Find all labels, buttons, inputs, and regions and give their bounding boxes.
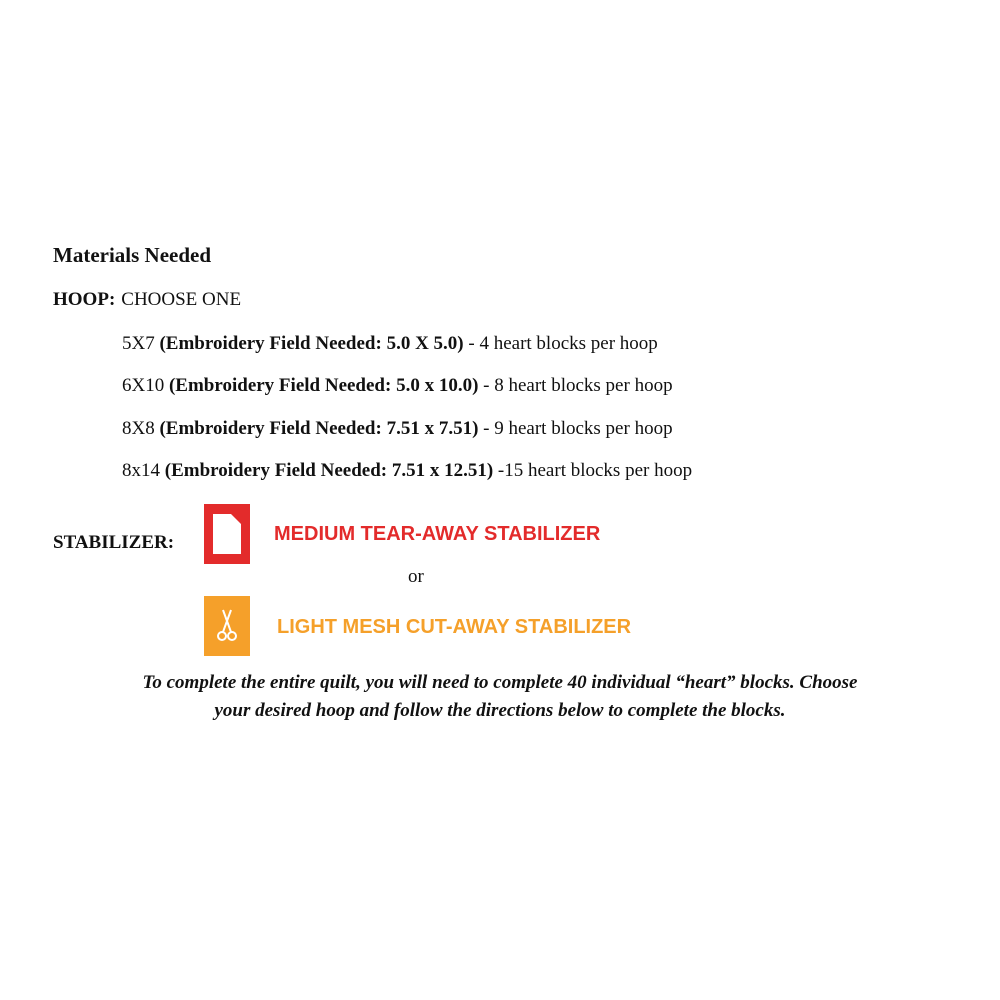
hoop-option <box>122 418 673 440</box>
hoop-option-size: 5X7 <box>122 333 160 354</box>
hoop-line <box>53 289 241 311</box>
hoop-option-field: (Embroidery Field Needed: 7.51 x 12.51) <box>164 460 494 481</box>
hoop-option <box>122 460 692 482</box>
or-separator: or <box>408 566 424 587</box>
hoop-option-blocks: - 8 heart blocks per hoop <box>478 375 673 396</box>
hoop-option-field: (Embroidery Field Needed: 7.51 x 7.51) <box>159 418 479 439</box>
hoop-option <box>122 375 673 397</box>
stabilizer-option-tear-away: MEDIUM TEAR-AWAY STABILIZER <box>274 523 601 545</box>
scissors-icon <box>204 596 250 656</box>
stabilizer-option-cut-away: LIGHT MESH CUT-AWAY STABILIZER <box>277 616 632 638</box>
section-heading: Materials Needed <box>53 243 212 267</box>
hoop-value: CHOOSE ONE <box>121 289 242 310</box>
hoop-label: HOOP: <box>53 289 116 310</box>
hoop-option-blocks: - 9 heart blocks per hoop <box>478 418 673 439</box>
hoop-option-size: 8X8 <box>122 418 160 439</box>
stabilizer-label: STABILIZER: <box>53 532 175 553</box>
hoop-option-blocks: -15 heart blocks per hoop <box>493 460 693 481</box>
note-line: your desired hoop and follow the directions below to complete the blocks. <box>214 700 786 721</box>
hoop-option-field: (Embroidery Field Needed: 5.0 x 10.0) <box>168 375 479 396</box>
hoop-option-size: 8x14 <box>122 460 165 481</box>
note-line: To complete the entire quilt, you will need to complete 40 individual “heart” blocks. Choose <box>142 672 858 693</box>
hoop-option <box>122 333 658 355</box>
tear-away-icon <box>204 504 250 564</box>
hoop-option-size: 6X10 <box>122 375 169 396</box>
hoop-option-field: (Embroidery Field Needed: 5.0 X 5.0) <box>159 333 464 354</box>
hoop-option-blocks: - 4 heart blocks per hoop <box>463 333 658 354</box>
